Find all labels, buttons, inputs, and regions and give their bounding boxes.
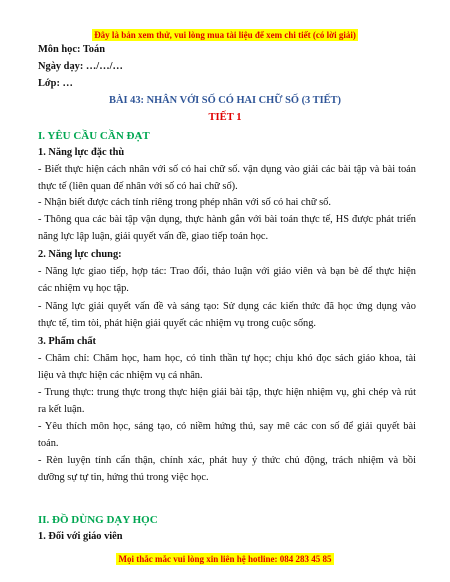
paragraph-line: - Thông qua các bài tập vận dụng, thực hành gắn với bài toán thực tế, HS được phát triển <box>38 214 416 226</box>
section-heading-teaching-materials: II. ĐỒ DÙNG DẠY HỌC <box>38 514 158 526</box>
paragraph-line: dưỡng sự tự tin, hứng thú trong việc học. <box>38 472 209 484</box>
lesson-title: BÀI 43: NHÂN VỚI SỐ CÓ HAI CHỮ SỐ (3 TIẾT) <box>109 95 341 107</box>
paragraph-line: - Trung thực: trung thực trong thực hiện giải bài tập, thực hiện nhiệm vụ, ghi chép và rút <box>38 386 416 398</box>
paragraph-line: - Năng lực giao tiếp, hợp tác: Trao đổi, thảo luận với giáo viên và bạn bè để thực hiện <box>38 266 416 278</box>
paragraph-line: - Biết thực hiện cách nhân với số có hai chữ số. vận dụng vào giải các bài tập và bài toán <box>38 163 416 175</box>
paragraph-line: các nhiệm vụ học tập. <box>38 283 129 295</box>
subsection-heading-general-competence: 2. Năng lực chung: <box>38 249 122 261</box>
hotline-banner <box>0 549 450 567</box>
subsection-heading-qualities: 3. Phẩm chất <box>38 335 97 347</box>
paragraph-line: - Nhận biết được cách tính riêng trong phép nhân với số có hai chữ số. <box>38 197 331 208</box>
subsection-heading-specific-competence: 1. Năng lực đặc thù <box>38 146 125 158</box>
paragraph-line: - Yêu thích môn học, sáng tạo, có niềm hứng thú, say mê các con số để giải quyết bài <box>38 421 416 433</box>
paragraph-line: - Rèn luyện tính cẩn thận, chính xác, phát huy ý thức chủ động, trách nhiệm và bồi <box>38 455 416 467</box>
paragraph-line: liệu và thực hiện các nhiệm vụ cá nhân. <box>38 369 203 381</box>
preview-banner <box>0 25 450 43</box>
grade-line: Lớp: … <box>38 78 73 90</box>
date-line: Ngày dạy: …/…/… <box>38 61 123 73</box>
section-heading-requirements: I. YÊU CẦU CẦN ĐẠT <box>38 129 150 142</box>
hotline-banner-text: Mọi thắc mắc vui lòng xin liên hệ hotline: 084 283 45 85 <box>118 554 332 564</box>
subsection-heading-for-teacher: 1. Đối với giáo viên <box>38 531 123 542</box>
paragraph-line: thực tế, tìm tòi, phát hiện giải quyết các nhiệm vụ trong cuộc sống. <box>38 317 317 329</box>
paragraph-line: - Năng lực giải quyết vấn đề và sáng tạo: Sử dụng các kiến thức đã học ứng dụng vào <box>38 300 416 312</box>
paragraph-line: - Chăm chỉ: Chăm học, ham học, có tinh thần tự học; chịu khó đọc sách giáo khoa, tài <box>38 352 416 364</box>
lesson-subtitle: TIẾT 1 <box>208 112 242 124</box>
paragraph-line: năng lực lập luận, giải quyết vấn đề, giao tiếp toán học. <box>38 231 269 243</box>
paragraph-line: toán. <box>38 438 59 450</box>
paragraph-line: thực tế (liên quan đế nhân với số có hai chữ số). <box>38 180 238 192</box>
paragraph-line: ra kết luận. <box>38 404 85 415</box>
preview-banner-text: Đây là bản xem thử, vui lòng mua tài liệu để xem chi tiết (có lời giải) <box>94 30 356 40</box>
subject-line: Môn học: Toán <box>38 44 105 55</box>
